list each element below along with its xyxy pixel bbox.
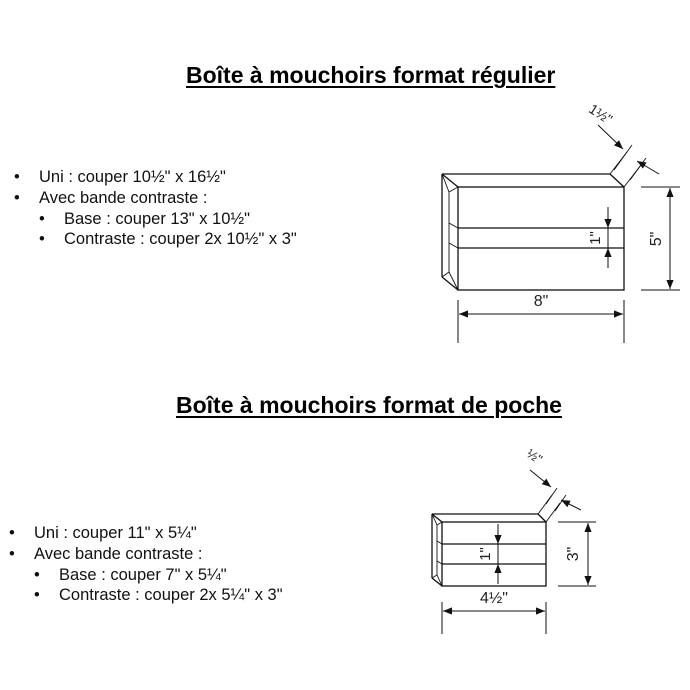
list-item: • Uni : couper 10½" x 16½" [39,167,297,188]
band-label: 1" [477,547,494,561]
list-item: • Avec bande contraste : [39,188,297,209]
height-label: 3" [565,546,582,562]
width-label: 8" [533,293,549,310]
list-item: • Contraste : couper 2x 5¼" x 3" [59,585,283,606]
section-title-pocket: Boîte à mouchoirs format de poche [176,392,562,418]
height-label: 5" [648,231,665,247]
regular-box-diagram [442,125,680,343]
list-item: • Base : couper 13" x 10½" [64,209,297,230]
band-label: 1" [587,231,604,245]
list-item: • Base : couper 7" x 5¼" [59,565,283,586]
list-item: • Uni : couper 11" x 5¼" [34,523,283,544]
list-item: • Avec bande contraste : [34,544,283,565]
depth-label: ½" [523,445,546,467]
width-label: 4½" [480,590,508,607]
depth-label: 1½" [586,100,616,128]
list-item: • Contraste : couper 2x 10½" x 3" [64,229,297,250]
section-title-regular: Boîte à mouchoirs format régulier [186,62,556,88]
